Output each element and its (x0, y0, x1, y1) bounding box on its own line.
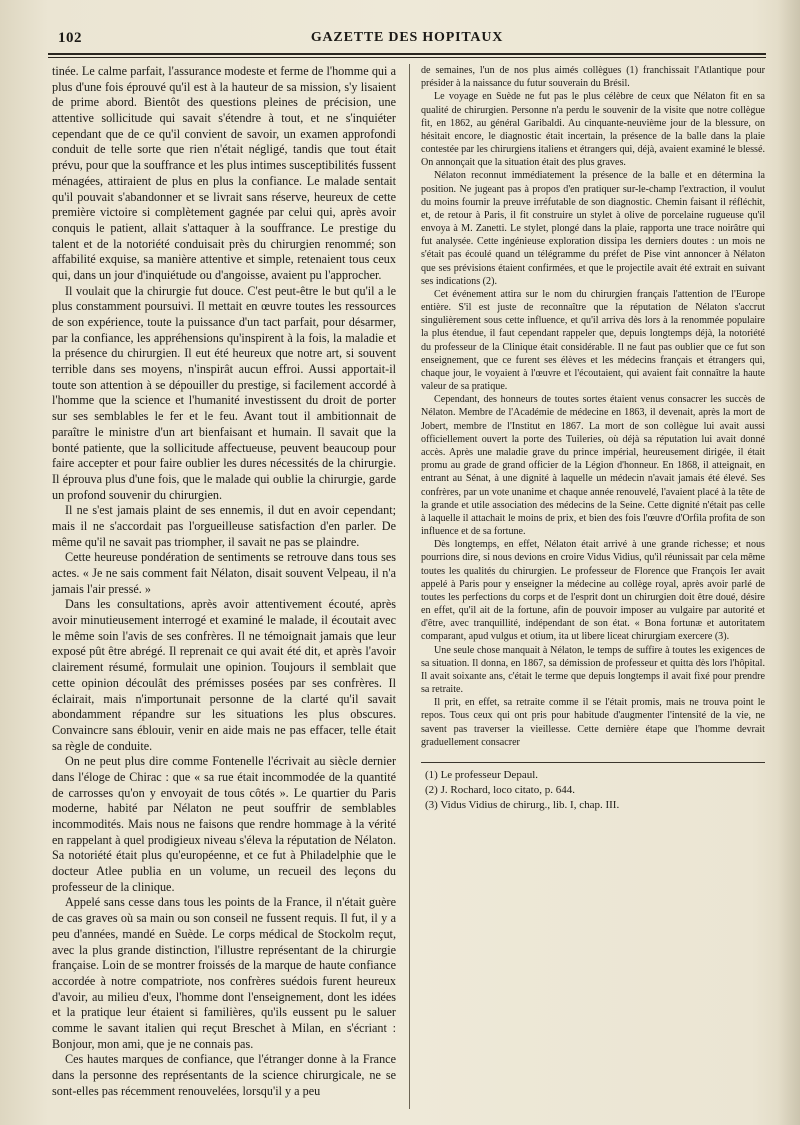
footnote: (3) Vidus Vidius de chirurg., lib. I, chap. III. (425, 799, 620, 811)
page-header (48, 28, 766, 50)
column-divider (409, 64, 410, 1109)
paragraph: Cependant, des honneurs de toutes sortes étaient venus consacrer les succès de Nélaton. Membre de l'Académie de médecine en 1863, il devenait, après la mort de Jobert, membre de l'Institut en 1867. La mort de son collègue lui avait aussi officiellement ouvert la porte des Tuileries, où déjà sa réputation lui avait donné accès. Après une maladie grave du prince impérial, heureusement dirigée, il était promu au grade de grand officier de la Légion d'honneur. En 1868, il atteignait, en entrant au Sénat, à une dignité à laquelle un médecin n'avait jamais été élevé. Ses confrères, par un vote unanime et chaque année renouvelé, l'avaient placé à la tête de la grande et utile association des médecins de la Seine. Cette dignité n'était pas celle à laquelle il attachait le moins de prix, et bien des fois l'œuvre d'Orfila profita de son influence et de sa fortune. (421, 394, 765, 538)
footnote: (1) Le professeur Depaul. (425, 769, 539, 781)
footnotes (425, 768, 765, 813)
paragraph: Dans les consultations, après avoir attentivement écouté, après avoir minutieusement interrogé et examiné le malade, il écoutait avec le même soin l'avis de ses confrères. Il ne témoignait jamais que leur exposé pût être abrégé. Il reprenait ce qui avait été dit, et après l'avoir clairement résumé, formulait une opinion. Toujours il semblait que cette opinion découlât des prémisses posées par ses confrères. Il éclairait, mais n'importunait personne de la clarté qu'il savait abondamment répandre sur les situations les plus obscures. Convaincre sans éblouir, venir en aide mais ne pas effacer, telle était sa règle de conduite. (52, 597, 396, 753)
paragraph: Cet événement attira sur le nom du chirurgien français l'attention de l'Europe entière. S'il est juste de reconnaître que la réputation de Nélaton s'accrut singulièrement sous cette influence, et qu'il arriva dès lors à la renommée populaire la plus étendue, il faut cependant rappeler que, depuis longtemps déjà, la notoriété du professeur de la Clinique était considérable. Il ne faut pas oublier que ce fut son enseignement, que ce furent ses élèves et les médecins français et étrangers qui, chaque jour, le voyaient à l'œuvre et l'écoutaient, qui avaient fait connaître la haute valeur de sa pratique. (421, 288, 765, 393)
paragraph: Une seule chose manquait à Nélaton, le temps de suffire à toutes les exigences de sa situation. Il donna, en 1867, sa démission de professeur et quitta dès lors l'hôpital. Il avait soixante ans, c'était le terme que depuis longtemps il avait fixé pour prendre sa retraite. (421, 644, 765, 696)
footnote-rule (421, 762, 765, 763)
right-column (421, 64, 765, 749)
page-number: 102 (58, 30, 82, 46)
header-rule-thin (48, 57, 766, 58)
paragraph: Il prit, en effet, sa retraite comme il se l'était promis, mais ne trouva point le repos. Tous ceux qui ont pris pour habitude d'augmenter l'intensité de la vie, ne savent pas traverser la vieillesse. Cette dernière étape que l'homme devrait graduellement consacrer (421, 697, 765, 748)
paragraph: Cette heureuse pondération de sentiments se retrouve dans tous ses actes. « Je ne sais comment fait Nélaton, disait souvent Velpeau, il n'a jamais l'air pressé. » (52, 550, 396, 596)
paragraph: Le voyage en Suède ne fut pas le plus célèbre de ceux que Nélaton fit en sa qualité de chirurgien. Personne n'a perdu le souvenir de la visite que notre collègue fit, en 1862, au général Garibaldi. Au cinquante-neuvième jour de la blessure, on hésitait encore, le diagnostic était incertain, la présence de la balle dans la plaie contestée par les chirurgiens italiens et étrangers qui, déjà, avaient examiné le blessé. On annonçait que la situation était des plus graves. (421, 91, 765, 169)
paragraph: Il voulait que la chirurgie fut douce. C'est peut-être le but qu'il a le plus constamment poursuivi. Il mettait en œuvre toutes les ressources de son expérience, toute la puissance d'un tact parfait, pour désarmer, par la confiance, les appréhensions qu'inspirent à la fois, la maladie et la présence du chirurgien. Il eut été heureux que notre art, si souvent terrible dans ses moyens, n'inspirât aucun effroi. Aussi apportait-il toute son attention à se dépouiller du prestige, si facilement accordé à l'homme que la science et l'humanité investissent du droit de porter sur ses semblables le fer et le feu. Avant tout il ambitionnait de paraître le ministre d'un art bienfaisant et humain. Il savait que la bonté patiente, que la sollicitude affectueuse, peuvent beaucoup pour faire accepter et pour faire oublier les dures nécessités de la chirurgie. Il éprouva plus d'une fois, que le malade qui oublie la chirurgie, garde un profond souvenir du chirurgien. (52, 283, 396, 502)
paragraph: de semaines, l'un de nos plus aimés collègues (1) franchissait l'Atlantique pour présider à la naissance du futur souverain du Brésil. (421, 65, 765, 90)
paragraph: Il ne s'est jamais plaint de ses ennemis, il dut en avoir cependant; mais il ne s'accordait pas l'orgueilleuse satisfaction d'en parler. De même qu'il ne savait pas triompher, il savait ne pas se plaindre. (52, 503, 396, 549)
paragraph: On ne peut plus dire comme Fontenelle l'écrivait au siècle dernier dans l'éloge de Chirac : que « sa rue était incommodée de la quantité de carrosses qu'on y envoyait de tous côtés ». Le quartier du Paris moderne, habité par Nélaton ne peut souffrir de semblables incommodités. Mais nous ne faisons que rendre hommage à la vérité en rappelant à quel prodigieux niveau s'éleva la réputation de Nélaton. Sa notoriété était plus qu'européenne, et ce fut à Philadelphie que le docteur Atlee publia en un volume, un recueil des leçons du professeur de la clinique. (52, 754, 396, 894)
paragraph: Dès longtemps, en effet, Nélaton était arrivé à une grande richesse; et nous pourrions dire, si nous devions en croire Vidus Vidius, qu'il réunissait par cela même toutes les qualités du chirurgien. Le professeur de Florence que François Ier avait appelé à Paris pour y enseigner la médecine au collège royal, après avoir parlé de toutes les perfections du corps et de l'esprit dont un chirurgien doit être doué, désire en effet, qu'il ait de la fortune, afin de pouvoir imposer au vulgaire par autorité et d'être, avec tranquillité, indépendant de son état. « Bona fortunæ et autoritatem comparant, apud vulgus et otium, ita ut libere liceat chirurgiam exercere (3). (421, 539, 765, 643)
left-column (52, 64, 396, 1099)
paragraph: Nélaton reconnut immédiatement la présence de la balle et en détermina la position. Ne jugeant pas à propos d'en pratiquer sur-le-champ l'extraction, il voulut du moins fournir la preuve irréfutable de son diagnostic. Chemin faisant il réfléchit, et, de retour à Paris, il fit construire un stylet à olive de porcelaine rugueuse qu'il envoya à M. Zanetti. Le stylet, plongé dans la plaie, rapporta une trace noirâtre qui fut analysée. Cette ingénieuse exploration dissipa les derniers doutes : un mois ne s'était pas écoulé quand un télégramme du préfet de Pise vint annoncer à Nélaton que ses prévisions étaient confirmées, et que le projectile avait été extrait en suivant ses indications (2). (421, 170, 765, 287)
paragraph: Appelé sans cesse dans tous les points de la France, il n'était guère de cas graves où sa main ou son conseil ne fussent requis. Il fut, il y a peu d'années, mandé en Suède. Le corps médical de Stockolm reçut, avec la plus grande distinction, l'illustre représentant de la chirurgie française. Loin de se montrer froissés de la marque de haute confiance accordée à notre compatriote, nos confrères suédois furent heureux d'avoir, au milieu d'eux, l'homme dont l'enseignement, dont les idées et la pratique leur étaient si familières, qu'ils eussent pu le saluer comme le savant italien qui reçut Breschet à Milan, en s'écriant : Bonjour, mon ami, que je ne connais pas. (52, 895, 396, 1051)
header-rule (48, 53, 766, 55)
page-edge-shadow (778, 0, 800, 1125)
footnote: (2) J. Rochard, loco citato, p. 644. (425, 784, 575, 796)
paragraph: tinée. Le calme parfait, l'assurance modeste et ferme de l'homme qui a plus d'une fois éprouvé qu'il est à la hauteur de sa mission, s'y lisaient de prime abord. Bientôt des questions pleines de précision, une attentive sollicitude qui savait s'étendre à tout, et ne s'inquiéter cependant que de ce qu'il convient de savoir, un examen approfondi conduit de telle sorte que rien n'était négligé, tandis que tout était prévu, pour que la souffrance et les plus intimes susceptibilités fussent ménagées, attiraient de plus en plus la confiance. Le malade sentait qu'il pouvait s'abandonner et se livrait sans réserve, heureux de cette première victoire si complètement gagnée par celui qui, après avoir conquis le patient, allait s'attaquer à la souffrance. Le prestige du talent et de la notoriété conduisait près du chirurgien renommé; son affabilité exquise, sa manière attentive et simple, retenaient tous ceux qui, dans un jour d'inquiétude ou d'angoisse, avaient pu l'approcher. (52, 64, 396, 282)
running-title: GAZETTE DES HOPITAUX (310, 30, 504, 45)
paragraph: Ces hautes marques de confiance, que l'étranger donne à la France dans la personne des représentants de la science chirurgicale, ne se sont-elles pas récemment renouvelées, lorsqu'il y a peu (52, 1052, 396, 1098)
